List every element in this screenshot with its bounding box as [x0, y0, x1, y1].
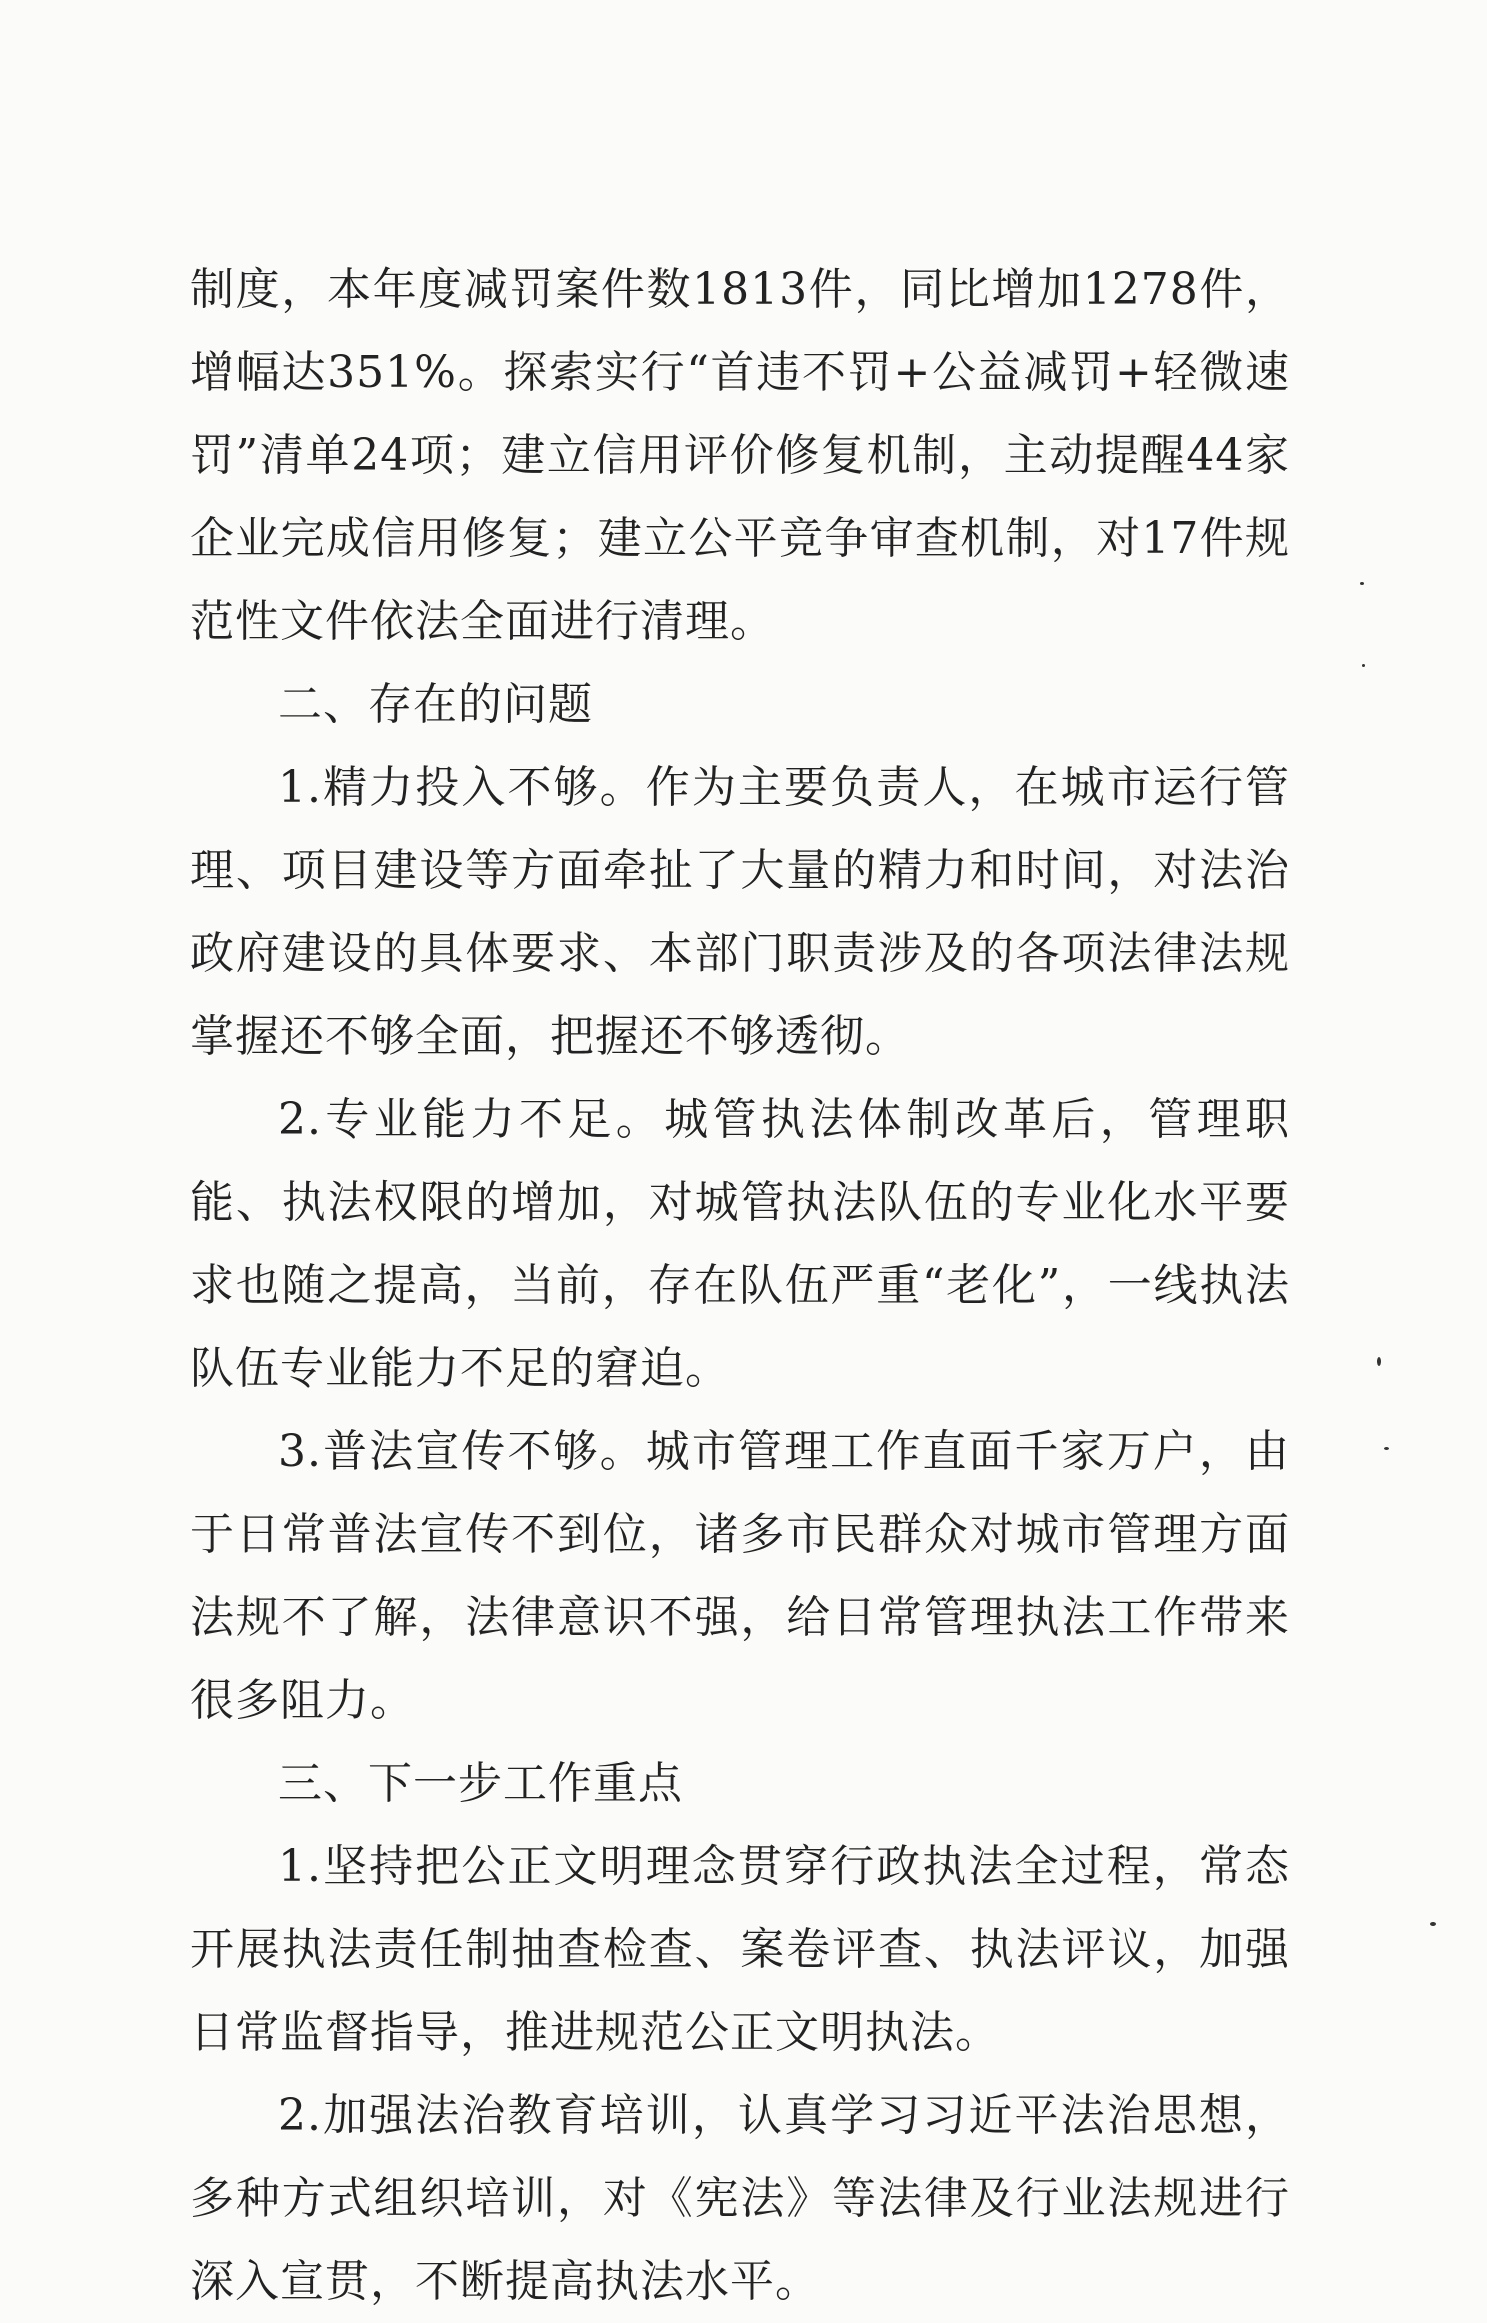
- paragraph-next-step-1: 1.坚持把公正文明理念贯穿行政执法全过程，常态开展执法责任制抽查检查、案卷评查、执法评议，加强日常监督指导，推进规范公正文明执法。: [190, 1841, 1290, 2058]
- document-body: [190, 248, 1290, 2323]
- paragraph-next-step-2: 2.加强法治教育培训，认真学习习近平法治思想，多种方式组织培训，对《宪法》等法律及行业法规进行深入宣贯，不断提高执法水平。: [190, 2090, 1290, 2307]
- paragraph-problem-1: 1.精力投入不够。作为主要负责人，在城市运行管理、项目建设等方面牵扯了大量的精力和时间，对法治政府建设的具体要求、本部门职责涉及的各项法律法规掌握还不够全面，把握还不够透彻。: [190, 762, 1290, 1062]
- paragraph-continuation: 制度，本年度减罚案件数1813件，同比增加1278件，增幅达351%。探索实行“首违不罚+公益减罚+轻微速罚”清单24项；建立信用评价修复机制，主动提醒44家企业完成信用修复；建立公平竞争审查机制，对17件规范性文件依法全面进行清理。: [190, 264, 1291, 647]
- scan-speck: [1430, 1922, 1436, 1926]
- paragraph-problem-3: 3.普法宣传不够。城市管理工作直面千家万户，由于日常普法宣传不到位，诸多市民群众对城市管理方面法规不了解，法律意识不强，给日常管理执法工作带来很多阻力。: [190, 1426, 1290, 1726]
- section-heading-next-steps: 三、下一步工作重点: [278, 1758, 683, 1809]
- scan-speck: [1360, 582, 1364, 585]
- scan-speck: [1384, 1447, 1389, 1450]
- section-heading-problems: 二、存在的问题: [278, 679, 593, 730]
- scan-speck: [1362, 664, 1365, 667]
- scan-speck: [1377, 1357, 1381, 1366]
- paragraph-problem-2: 2.专业能力不足。城管执法体制改革后，管理职能、执法权限的增加，对城管执法队伍的专业化水平要求也随之提高，当前，存在队伍严重“老化”，一线执法队伍专业能力不足的窘迫。: [190, 1094, 1290, 1394]
